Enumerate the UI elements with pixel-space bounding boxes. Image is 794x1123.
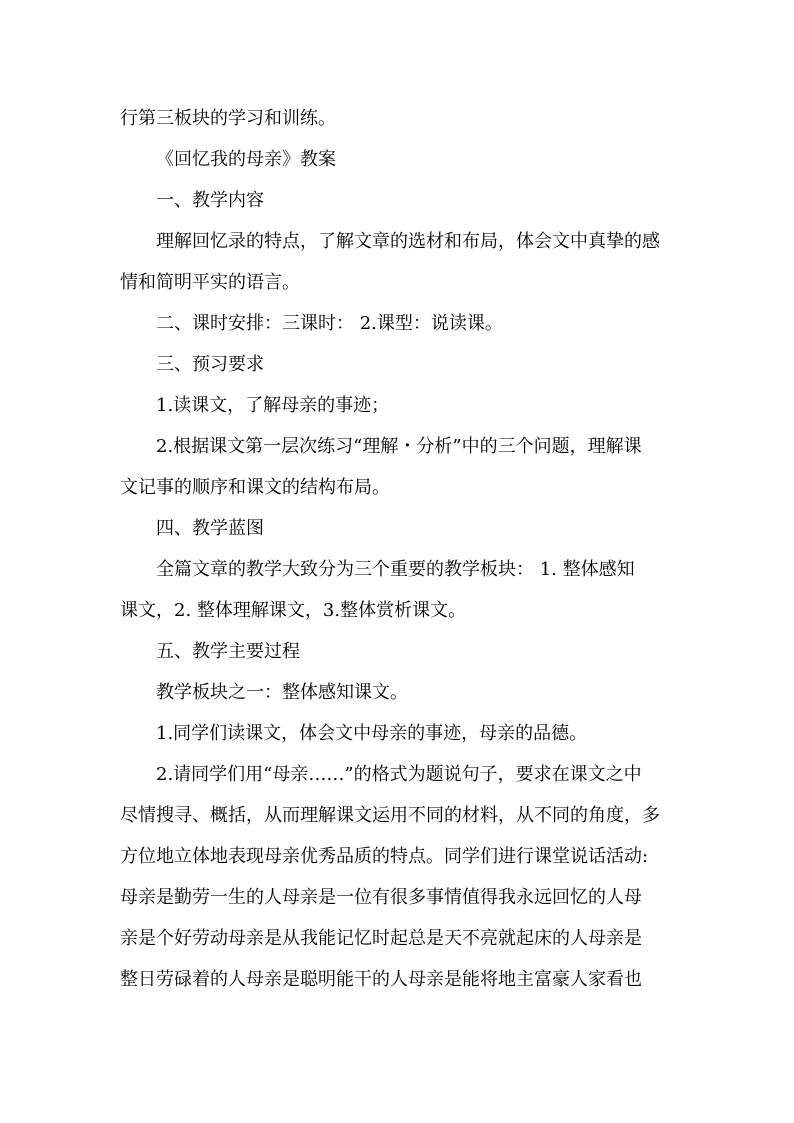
text-line: 《回忆我的母亲》教案 [156, 149, 336, 170]
text-line: 行第三板块的学习和训练。 [120, 108, 336, 129]
text-line: 五、教学主要过程 [156, 641, 300, 662]
text-line: 教学板块之一：整体感知课文。 [156, 682, 408, 703]
text-line: 二、课时安排：三课时： 2.课型：说读课。 [156, 313, 503, 334]
text-line: 三、预习要求 [156, 354, 264, 375]
text-line: 整日劳碌着的人母亲是聪明能干的人母亲是能将地主富豪人家看也 [120, 969, 642, 990]
document-body [120, 98, 680, 1000]
text-line: 课文，2. 整体理解课文，3.整体赏析课文。 [120, 600, 467, 621]
text-line: 全篇文章的教学大致分为三个重要的教学板块： 1. 整体感知 [156, 559, 635, 580]
text-line: 四、教学蓝图 [156, 518, 264, 539]
text-line: 情和简明平实的语言。 [120, 272, 300, 293]
text-line: 文记事的顺序和课文的结构布局。 [120, 477, 390, 498]
text-line: 尽情搜寻、概括，从而理解课文运用不同的材料，从不同的角度，多 [120, 805, 660, 826]
text-line: 1.同学们读课文，体会文中母亲的事迹，母亲的品德。 [156, 723, 588, 744]
text-line: 亲是个好劳动母亲是从我能记忆时起总是天不亮就起床的人母亲是 [120, 928, 642, 949]
text-line: 2.请同学们用“母亲……”的格式为题说句子，要求在课文之中 [156, 764, 642, 785]
text-line: 2.根据课文第一层次练习“理解・分析”中的三个问题，理解课 [156, 436, 642, 457]
text-line: 一、教学内容 [156, 190, 264, 211]
text-line: 母亲是勤劳一生的人母亲是一位有很多事情值得我永远回忆的人母 [120, 887, 642, 908]
text-line: 理解回忆录的特点，了解文章的选材和布局，体会文中真挚的感 [156, 231, 660, 252]
text-line: 方位地立体地表现母亲优秀品质的特点。同学们进行课堂说话活动: [120, 846, 649, 867]
text-line: 1.读课文，了解母亲的事迹； [156, 395, 390, 416]
